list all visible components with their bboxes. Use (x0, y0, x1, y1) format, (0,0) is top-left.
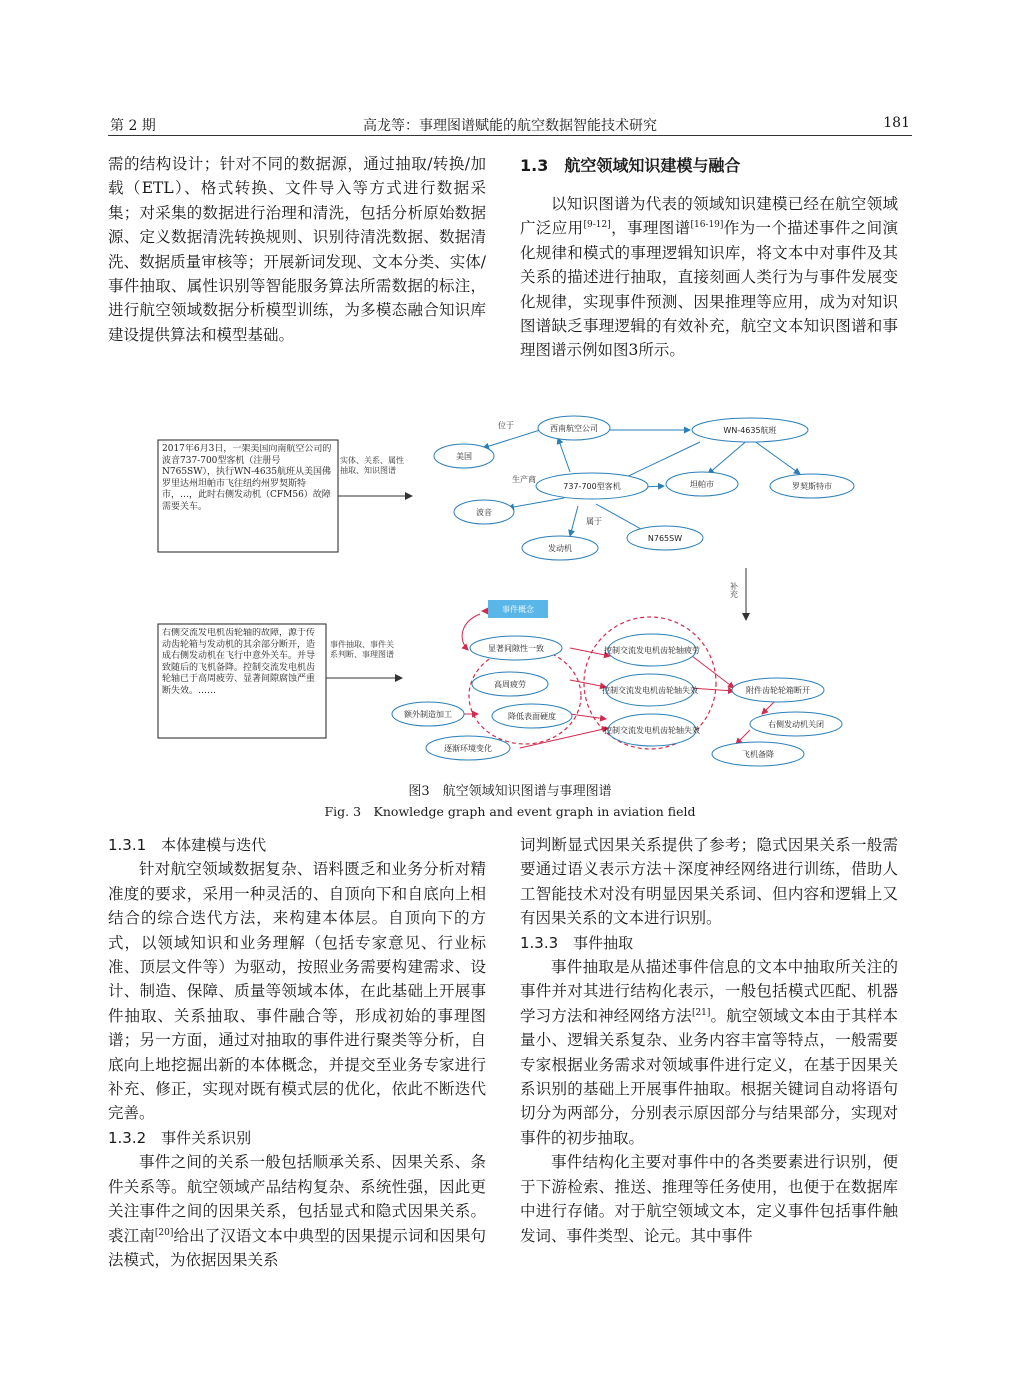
kg-edge-label: 位于 (498, 421, 514, 430)
figure-caption-cn: 图3 航空领域知识图谱与事理图谱 (408, 784, 612, 799)
subsection-heading: 1.3.3 事件抽取 (520, 933, 634, 952)
citation: [20] (154, 1227, 174, 1238)
paragraph: 需的结构设计；针对不同的数据源，通过抽取/转换/加载（ETL）、格式转换、文件导入等方式进行数据采集；对采集的数据进行治理和清洗，包括分析原始数据源、定义数据清洗转换规则、识别待清洗数据、数据清洗、数据质量审核等；开展新词发现、文本分类、实体/事件抽取、属性识别等智能服务算法所需数据的标注，进行航空领域数据分析模型训练，为多模态融合知识库建设提供算法和模型基础。 (108, 155, 486, 344)
kg-node-label: 美国 (456, 452, 472, 461)
supplement-label: 补充 (729, 582, 739, 598)
text-run: 事件之间的关系一般包括顺承关系、因果关系、条件关系等。航空领域产品结构复杂、系统性强，因此更关注事件之间的因果关系，包括显式和隐式因果关系。裘江南 (108, 1153, 486, 1245)
eg-node-label: 控制交流发电机齿轮轴失效 (602, 686, 698, 695)
eg-node-label: 控制交流发电机齿轮轴失效 (604, 726, 700, 735)
kg-edge-label: 生产商 (512, 475, 536, 484)
kg-nodes (434, 416, 854, 560)
left-column-top (108, 152, 486, 347)
text-run: 给出了汉语文本中典型的因果提示词和因果句法模式，为依据因果关系 (108, 1226, 486, 1269)
eg-node-label: 飞机备降 (742, 750, 774, 759)
citation: [16-19] (690, 220, 724, 231)
text-run: 作为一个描述事件之间演化规律和模式的事理逻辑知识库，将文本中对事件及其关系的描述进行抽取，直接刻画人类行为与事件发展变化规律，实现事件预测、因果推理等应用，成为对知识图谱缺乏事理逻辑的有效补充，航空文本知识图谱和事理图谱示例如图3所示。 (520, 219, 898, 360)
paragraph: 词判断显式因果关系提供了参考；隐式因果关系一般需要通过语义表示方法＋深度神经网络进行训练，借助人工智能技术对没有明显因果关系词、但内容和逻辑上又有因果关系的文本进行识别。 (520, 836, 898, 928)
right-column-top (520, 154, 898, 363)
eg-node-label: 控制交流发电机齿轮轴疲劳 (604, 646, 700, 655)
paragraph (520, 192, 898, 363)
kg-node-label: WN-4635航班 (723, 426, 777, 435)
text-run: 。航空领域文本由于其样本量小、逻辑关系复杂、业务内容丰富等特点，一般需要专家根据业务需求对领域事件进行定义，在基于因果关系识别的基础上开展事件抽取。根据关键词自动将语句切分为两部分，分别表示原因部分与结果部分，实现对事件的初步抽取。 (520, 1006, 898, 1147)
eg-node-label: 高周疲劳 (494, 680, 526, 689)
paragraph (108, 1150, 486, 1272)
kg-node-label: 发动机 (548, 544, 572, 553)
text-run: 事件抽取是从描述事件信息的文本中抽取所关注的事件并对其进行结构化表示，一般包括模式匹配、机器学习方法和神经网络方法 (520, 958, 898, 1025)
citation: [21] (691, 1007, 711, 1018)
eg-node-label: 显著间隙性一致 (488, 644, 544, 653)
kg-edge-label: 属于 (586, 517, 602, 526)
kg-node-label: 波音 (476, 508, 492, 517)
figure-3-diagram (150, 408, 870, 776)
kg-node-label: 坦帕市 (690, 480, 714, 489)
arrow-label-top: 实体、关系、属性抽取、知识图谱 (340, 456, 404, 475)
paragraph (520, 955, 898, 1150)
source-text-top: 2017年6月3日，一架美国向南航空公司的波音737-700型客机（注册号N765SW），执行WN-4635航班从美国佛罗里达州坦帕市飞往纽约州罗契斯特市，…，此时右侧发动机（CFM56）故障需要关车。 (162, 444, 332, 512)
eg-node-label: 降低表面硬度 (508, 712, 556, 721)
eg-node-label: 附件齿轮轮箱断开 (746, 686, 810, 695)
running-header (108, 113, 912, 136)
left-column-bottom (108, 833, 486, 1272)
text-run: 以知识图谱为代表的领域知识建模已经在航空领域广泛应用 (520, 195, 898, 238)
text-run: ，事理图谱 (610, 219, 691, 238)
kg-node-label: 737-700型客机 (563, 482, 621, 491)
kg-node-label: 西南航空公司 (550, 424, 598, 433)
running-title: 高龙等：事理图谱赋能的航空数据智能技术研究 (363, 118, 657, 134)
subsection-heading: 1.3.1 本体建模与迭代 (108, 836, 267, 854)
issue-number: 第 2 期 (110, 118, 156, 134)
subsection-heading: 1.3.2 事件关系识别 (108, 1128, 252, 1147)
kg-node-label: 罗契斯特市 (792, 482, 832, 491)
page-number: 181 (883, 115, 910, 131)
figure-caption-en: Fig. 3 Knowledge graph and event graph in aviation field (324, 804, 696, 819)
eg-node-label: 事件概念 (502, 605, 534, 614)
arrow-label-bottom: 事件抽取、事件关系判断、事理图谱 (330, 640, 394, 659)
right-column-bottom (520, 833, 898, 1248)
eg-node-label: 额外制造加工 (404, 710, 452, 719)
kg-node-label: N765SW (647, 534, 683, 543)
paragraph: 针对航空领域数据复杂、语料匮乏和业务分析对精准度的要求，采用一种灵活的、自顶向下和自底向上相结合的综合迭代方法，来构建本体层。自顶向下的方式，以领域知识和业务理解（包括专家意见、行业标准、顶层文件等）为驱动，按照业务需要构建需求、设计、制造、保障、质量等领域本体，在此基础上开展事件抽取、关系抽取、事件融合等，形成初始的事理图谱；另一方面，通过对抽取的事件进行聚类等分析，自底向上地挖掘出新的本体概念，并提交至业务专家进行补充、修正，实现对既有模式层的优化，依此不断迭代完善。 (108, 860, 486, 1123)
figure-3 (150, 408, 870, 776)
eg-node-label: 逐渐环境变化 (444, 744, 492, 753)
paragraph: 事件结构化主要对事件中的各类要素进行识别，便于下游检索、推送、推理等任务使用，也便于在数据库中进行存储。对于航空领域文本，定义事件包括事件触发词、事件类型、论元。其中事件 (520, 1153, 898, 1245)
citation: [9-12] (583, 220, 611, 231)
section-heading: 1.3 航空领域知识建模与融合 (520, 156, 741, 175)
source-text-bottom: 右侧交流发电机齿轮轴的故障，源于传动齿轮箱与发动机的其余部分断开，造成右侧发动机在飞行中意外关车。并导致随后的飞机备降。控制交流发电机齿轮轴已于高周疲劳、显著间隙腐蚀严重断失效。…… (162, 628, 316, 696)
eg-node-label: 右侧发动机关闭 (768, 720, 824, 729)
